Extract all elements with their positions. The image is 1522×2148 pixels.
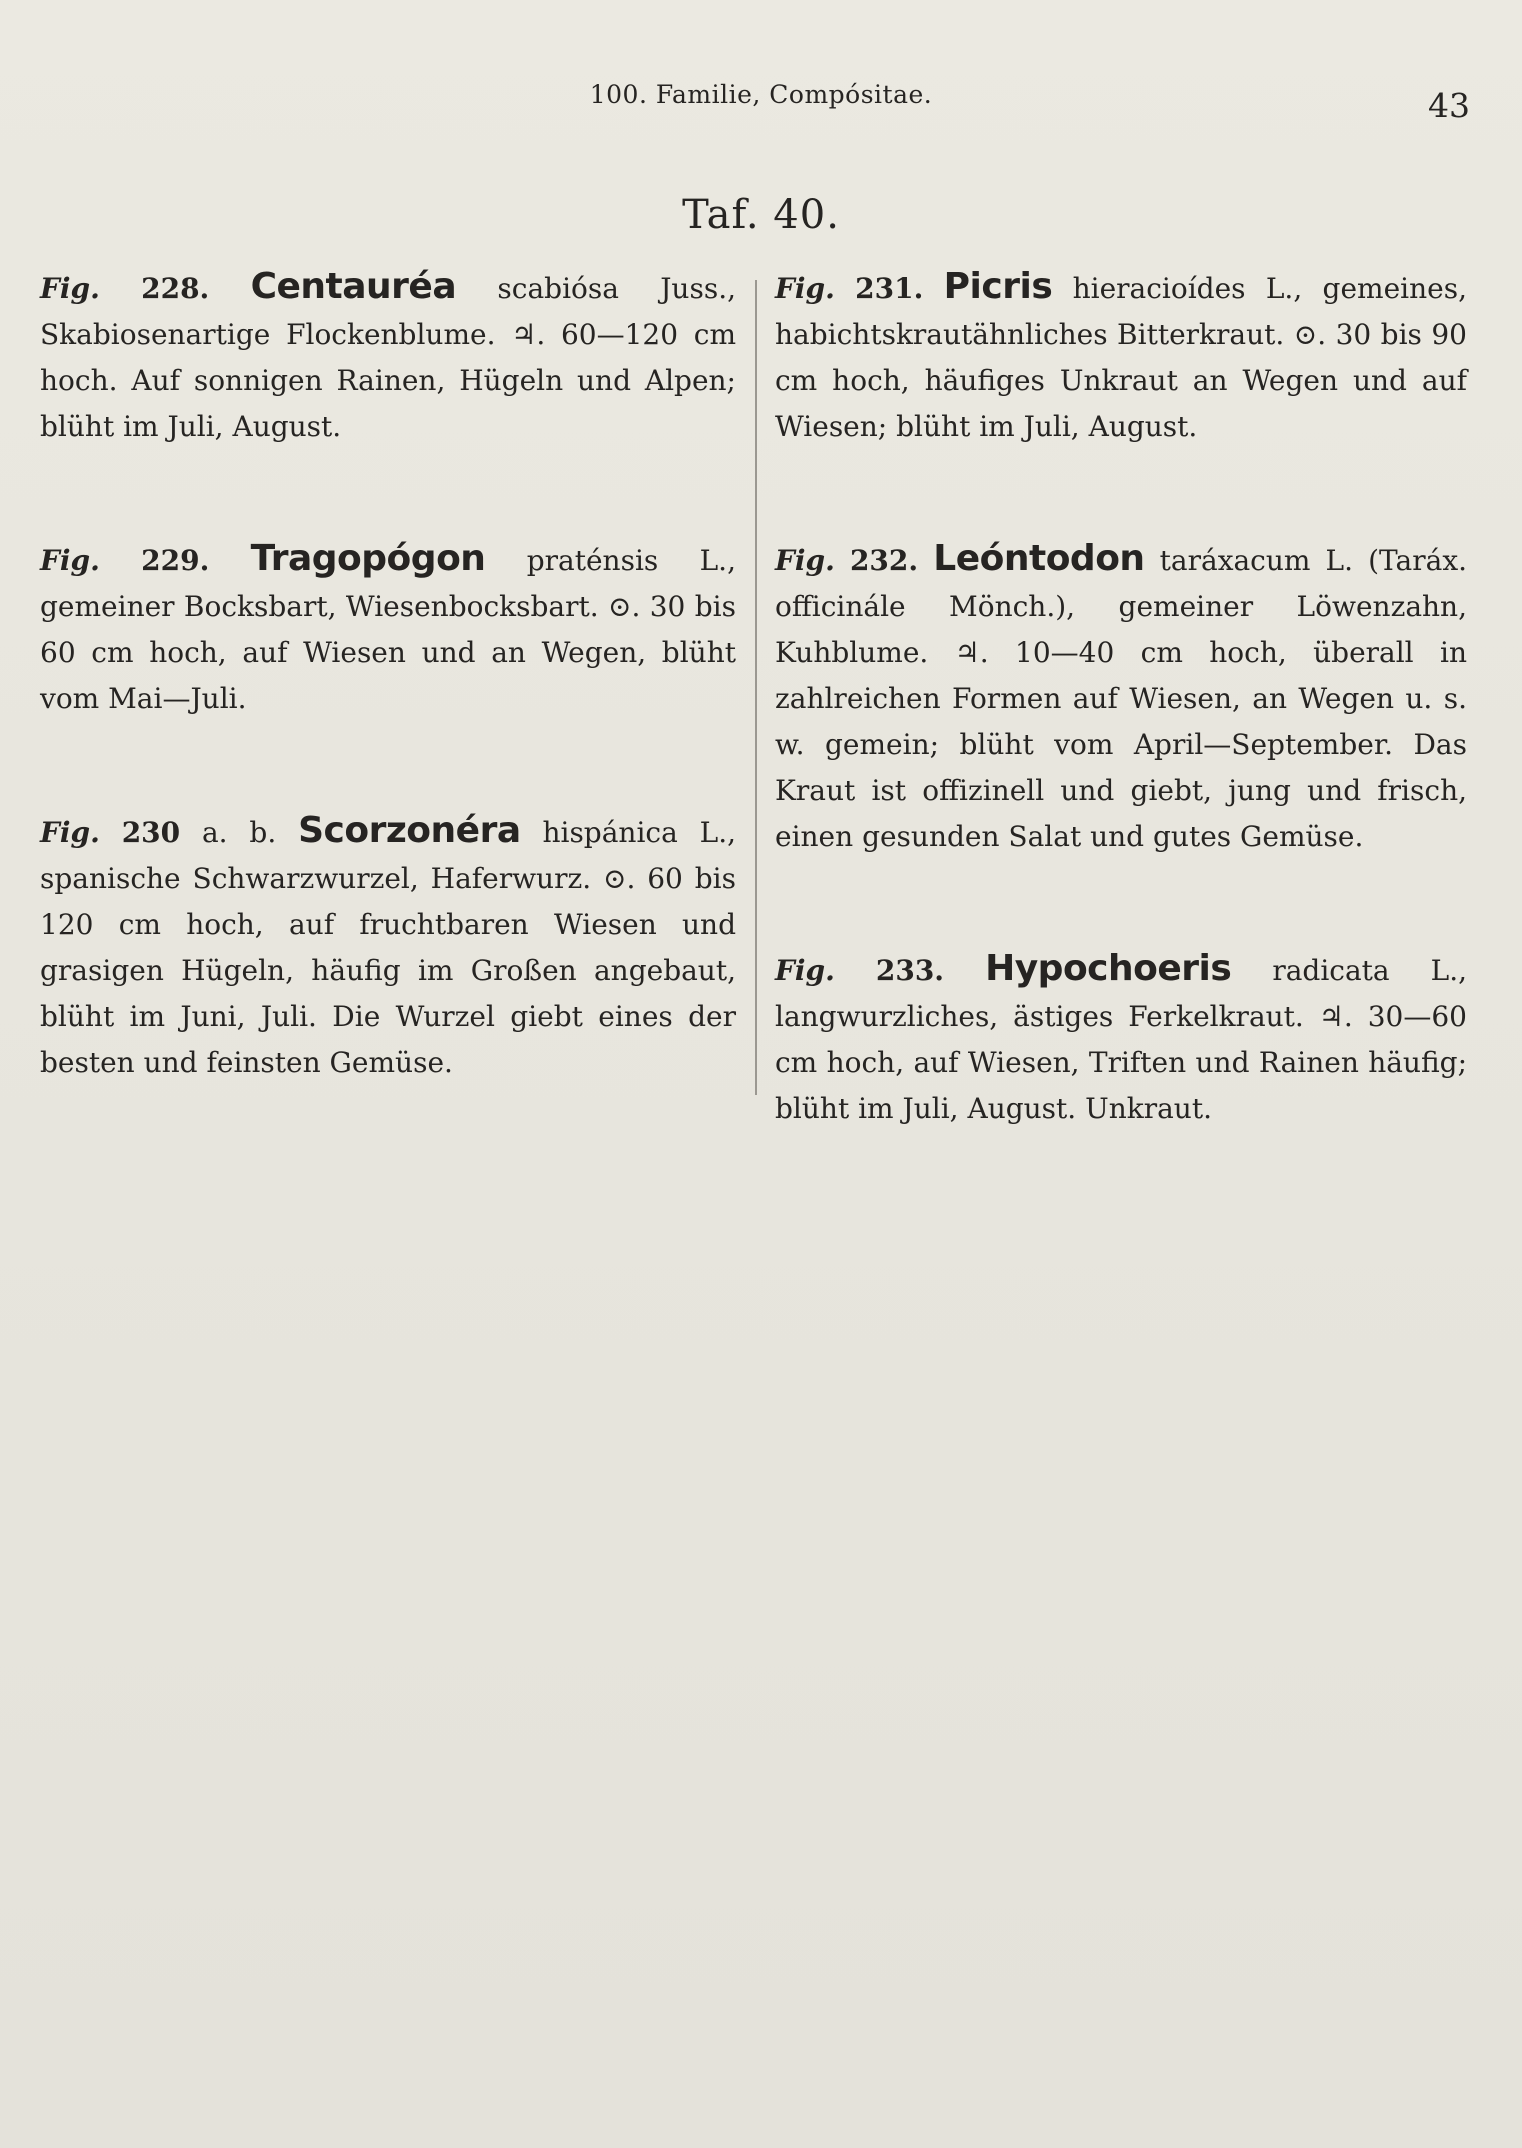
fig-number: 228.	[141, 272, 210, 305]
fig-label: Fig.	[40, 816, 100, 849]
plate-title: Taf. 40.	[682, 192, 840, 238]
fig-number: 232.	[849, 544, 919, 577]
entry-fig-229	[40, 536, 736, 722]
genus-name: Centauréa	[250, 266, 457, 307]
entry-text: scabiósa Juss., Skabiosenartige Flockenblume. ♃. 60—120 cm hoch. Auf sonnigen Rainen, Hügeln und Alpen; blüht im Juli, August.	[40, 272, 737, 443]
genus-name: Scorzonéra	[298, 810, 521, 851]
right-column	[775, 264, 1467, 1132]
fig-label: Fig.	[40, 272, 100, 305]
fig-number: 230	[121, 816, 181, 849]
running-head: 100. Familie, Compósitae.	[589, 80, 933, 109]
fig-label: Fig.	[775, 272, 835, 305]
genus-name: Hypochoeris	[985, 948, 1232, 989]
genus-name: Picris	[943, 266, 1053, 307]
entry-fig-230	[40, 808, 736, 1086]
fig-label: Fig.	[775, 954, 835, 987]
fig-label: Fig.	[775, 544, 835, 577]
left-column	[40, 264, 736, 1086]
entry-fig-233	[775, 946, 1467, 1132]
entry-fig-231	[775, 264, 1467, 450]
entry-fig-232	[775, 536, 1467, 860]
fig-subparts: a. b.	[201, 816, 277, 849]
fig-number: 233.	[875, 954, 945, 987]
entry-text: hispánica L., spanische Schwarzwurzel, Haferwurz. ⊙. 60 bis 120 cm hoch, auf fruchtbaren Wiesen und grasigen Hügeln, häufig im Großen angebaut, blüht im Juni, Juli. Die Wurzel giebt eines der besten und feinsten Gemüse.	[40, 816, 737, 1079]
entry-text: praténsis L., gemeiner Bocksbart, Wiesenbocksbart. ⊙. 30 bis 60 cm hoch, auf Wiesen und an Wegen, blüht vom Mai—Juli.	[40, 544, 736, 715]
fig-number: 231.	[855, 272, 924, 305]
fig-label: Fig.	[40, 544, 100, 577]
genus-name: Tragopógon	[250, 538, 486, 579]
column-divider	[755, 280, 757, 1095]
genus-name: Leóntodon	[933, 538, 1145, 579]
fig-number: 229.	[141, 544, 210, 577]
entry-text: taráxacum L. (Taráx. officinále Mönch.), gemeiner Löwenzahn, Kuhblume. ♃. 10—40 cm hoch, überall in zahlreichen Formen auf Wiesen, an Wegen u. s. w. gemein; blüht vom April—September. Das Kraut ist offizinell und giebt, jung und frisch, einen gesunden Salat und gutes Gemüse.	[775, 544, 1468, 853]
page-number: 43	[1428, 86, 1470, 125]
entry-text: hieracioídes L., gemeines, habichtskrautähnliches Bitterkraut. ⊙. 30 bis 90 cm hoch, häufiges Unkraut an Wegen und auf Wiesen; blüht im Juli, August.	[775, 272, 1467, 443]
entry-fig-228	[40, 264, 736, 450]
entry-text: radicata L., langwurzliches, ästiges Ferkelkraut. ♃. 30—60 cm hoch, auf Wiesen, Triften und Rainen häufig; blüht im Juli, August. Unkraut.	[775, 954, 1468, 1125]
